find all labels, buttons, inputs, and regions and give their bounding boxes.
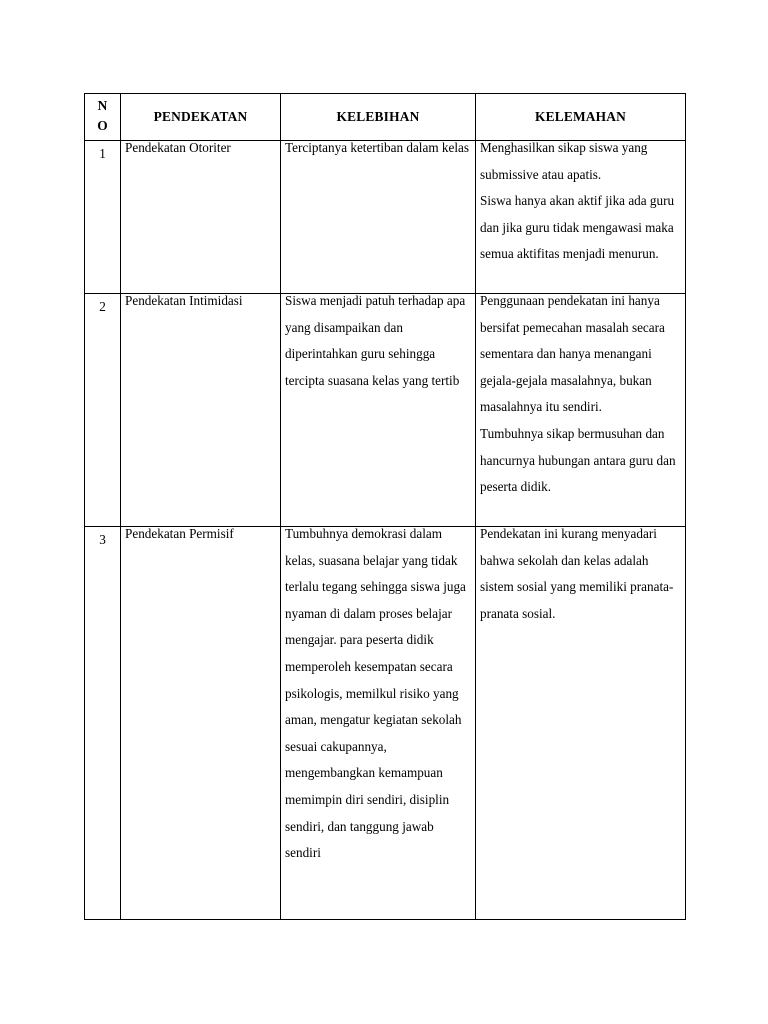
table-header bbox=[85, 94, 686, 141]
kelemahan-paragraph: Siswa hanya akan aktif jika ada guru dan jika guru tidak mengawasi maka semua aktifitas menjadi menurun. bbox=[480, 193, 675, 262]
kelebihan-text: Terciptanya ketertiban dalam kelas bbox=[285, 140, 469, 155]
comparison-table bbox=[84, 93, 686, 920]
header-no bbox=[85, 94, 121, 141]
pendekatan-cell bbox=[121, 294, 281, 527]
table-row bbox=[85, 141, 686, 294]
row-number: 1 bbox=[85, 141, 121, 294]
kelemahan-cell bbox=[476, 294, 686, 527]
pendekatan-cell bbox=[121, 141, 281, 294]
header-kelebihan: KELEBIHAN bbox=[281, 94, 476, 141]
table-body bbox=[85, 141, 686, 920]
header-row bbox=[85, 94, 686, 141]
kelemahan-paragraph: Tumbuhnya sikap bermusuhan dan hancurnya hubungan antara guru dan peserta didik. bbox=[480, 425, 676, 495]
pendekatan-text: Pendekatan Permisif bbox=[125, 526, 234, 541]
kelemahan-cell bbox=[476, 141, 686, 294]
row-number: 2 bbox=[85, 294, 121, 527]
row-number: 3 bbox=[85, 527, 121, 920]
table-row bbox=[85, 527, 686, 920]
table-row bbox=[85, 294, 686, 527]
pendekatan-cell bbox=[121, 527, 281, 920]
kelebihan-text: Tumbuhnya demokrasi dalam kelas, suasana belajar yang tidak terlalu tegang sehingga siswa juga nyaman di dalam proses belajar mengajar. para peserta didik memperoleh kesempatan secara psikologis, memilkul risiko yang aman, mengatur kegiatan sekolah sesuai cakupannya, mengembangkan kemampuan memimpin diri sendiri, disiplin sendiri, dan tanggung jawab sendiri bbox=[285, 526, 466, 861]
kelemahan-paragraph: Pendekatan ini kurang menyadari bahwa sekolah dan kelas adalah sistem sosial yang memiliki pranata-pranata sosial. bbox=[480, 526, 674, 621]
kelebihan-text: Siswa menjadi patuh terhadap apa yang disampaikan dan diperintahkan guru sehingga tercipta suasana kelas yang tertib bbox=[285, 293, 466, 388]
kelemahan-cell bbox=[476, 527, 686, 920]
kelebihan-cell bbox=[281, 141, 476, 294]
kelebihan-cell bbox=[281, 527, 476, 920]
header-kelemahan: KELEMAHAN bbox=[476, 94, 686, 141]
kelemahan-paragraph: Menghasilkan sikap siswa yang submissive atau apatis. bbox=[480, 140, 648, 182]
header-no-line2: O bbox=[97, 118, 108, 133]
header-pendekatan: PENDEKATAN bbox=[121, 94, 281, 141]
pendekatan-text: Pendekatan Otoriter bbox=[125, 140, 231, 155]
kelemahan-paragraph: Penggunaan pendekatan ini hanya bersifat pemecahan masalah secara sementara dan hanya menangani gejala-gejala masalahnya, bukan masalahnya itu sendiri. bbox=[480, 293, 665, 415]
kelebihan-cell bbox=[281, 294, 476, 527]
pendekatan-text: Pendekatan Intimidasi bbox=[125, 293, 243, 308]
header-no-line1: N bbox=[97, 98, 108, 113]
